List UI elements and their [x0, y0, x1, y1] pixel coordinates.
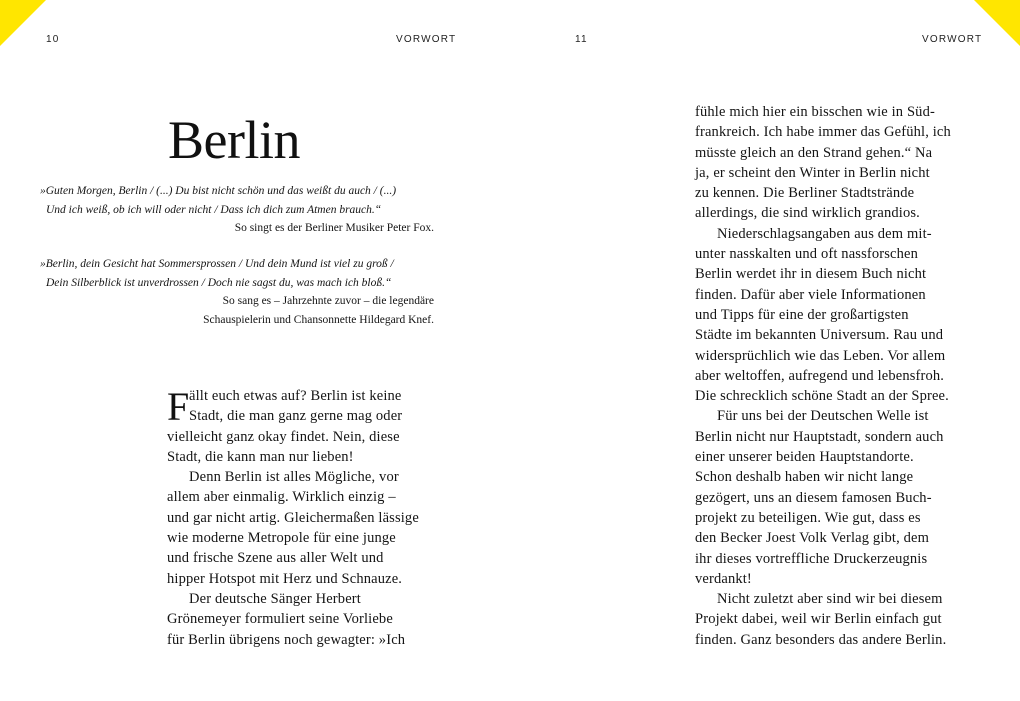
text-line: widersprüchlich wie das Leben. Vor allem [695, 347, 946, 364]
text-line: Stadt, die man ganz gerne mag oder [189, 408, 403, 425]
drop-cap: F [167, 384, 190, 429]
text-line: verdankt! [695, 570, 752, 587]
page-title: Berlin [168, 110, 300, 170]
text-line: Nicht zuletzt aber sind wir bei diesem [717, 591, 943, 608]
text-line: Der deutsche Sänger Herbert [189, 590, 361, 607]
quote-line: »Guten Morgen, Berlin / (...) Du bist nicht schön und das weißt du auch / (...) [40, 185, 397, 197]
left-running-head: VORWORT [396, 34, 457, 45]
quote-attribution: So singt es der Berliner Musiker Peter Fox. [234, 222, 434, 234]
text-line: vielleicht ganz okay findet. Nein, diese [167, 428, 400, 445]
text-line: Für uns bei der Deutschen Welle ist [717, 408, 929, 425]
text-line: Niederschlagsangaben aus dem mit- [717, 225, 932, 242]
body-text-right [695, 102, 965, 650]
text-line: gezögert, uns an diesem famosen Buch- [695, 489, 932, 506]
text-line: den Becker Joest Volk Verlag gibt, dem [695, 530, 930, 547]
text-line: und gar nicht artig. Gleichermaßen lässige [167, 509, 419, 526]
text-line: für Berlin übrigens noch gewagter: »Ich [167, 631, 406, 648]
text-line: zu kennen. Die Berliner Stadtstrände [695, 185, 915, 202]
text-line: projekt zu beteiligen. Wie gut, dass es [695, 509, 921, 526]
text-line: Projekt dabei, weil wir Berlin einfach gut [695, 611, 942, 628]
corner-accent-left [0, 0, 46, 46]
right-page-number: 11 [575, 34, 588, 45]
body-text-left [167, 386, 429, 650]
quote-line: Dein Silberblick ist unverdrossen / Doch nie sagst du, was mach ich bloß.“ [46, 276, 392, 289]
left-page-number: 10 [46, 34, 60, 45]
text-line: und frische Szene aus aller Welt und [167, 550, 384, 567]
text-line: frankreich. Ich habe immer das Gefühl, ich [695, 124, 951, 141]
epigraph-quote [40, 255, 434, 329]
text-line: ja, er scheint den Winter in Berlin nicht [695, 164, 930, 181]
text-line: hipper Hotspot mit Herz und Schnauze. [167, 570, 403, 587]
text-line: Grönemeyer formuliert seine Vorliebe [167, 611, 393, 628]
text-line: aber weltoffen, aufregend und lebensfroh. [695, 367, 945, 384]
text-line: Die schrecklich schöne Stadt an der Spree. [695, 388, 949, 405]
epigraph-quote [40, 182, 434, 238]
text-line: ihr dieses vortreffliche Druckerzeugnis [695, 550, 928, 567]
text-line: fühle mich hier ein bisschen wie in Süd- [695, 104, 935, 120]
text-line: einer unserer beiden Hauptstandorte. [695, 449, 914, 466]
text-line: finden. Ganz besonders das andere Berlin. [695, 631, 947, 648]
text-line: finden. Dafür aber viele Informationen [695, 286, 926, 303]
text-line: Schon deshalb haben wir nicht lange [695, 469, 914, 486]
text-line: Stadt, die kann man nur lieben! [167, 448, 354, 465]
text-line: Denn Berlin ist alles Mögliche, vor [189, 469, 399, 486]
right-running-head: VORWORT [922, 34, 983, 45]
text-line: Berlin nicht nur Hauptstadt, sondern auch [695, 428, 944, 445]
text-line: und Tipps für eine der großartigsten [695, 306, 909, 323]
text-line: Städte im bekannten Universum. Rau und [695, 327, 944, 344]
text-line: allem aber einmalig. Wirklich einzig – [167, 489, 396, 506]
text-line: unter nasskalten und oft nassforschen [695, 246, 918, 263]
quote-line: »Berlin, dein Gesicht hat Sommersprossen / Und dein Mund ist viel zu groß / [40, 258, 394, 270]
text-line: wie moderne Metropole für eine junge [167, 530, 396, 547]
text-line: Berlin werdet ihr in diesem Buch nicht [695, 266, 927, 283]
quote-attribution: So sang es – Jahrzehnte zuvor – die legendäre [222, 295, 434, 307]
quote-attribution: Schauspielerin und Chansonnette Hildegard Knef. [203, 313, 434, 326]
text-line: müsste gleich an den Strand gehen.“ Na [695, 144, 933, 161]
text-line: allerdings, die sind wirklich grandios. [695, 205, 920, 222]
text-line: ällt euch etwas auf? Berlin ist keine [189, 388, 402, 404]
quote-line: Und ich weiß, ob ich will oder nicht / Dass ich dich zum Atmen brauch.“ [46, 203, 382, 216]
